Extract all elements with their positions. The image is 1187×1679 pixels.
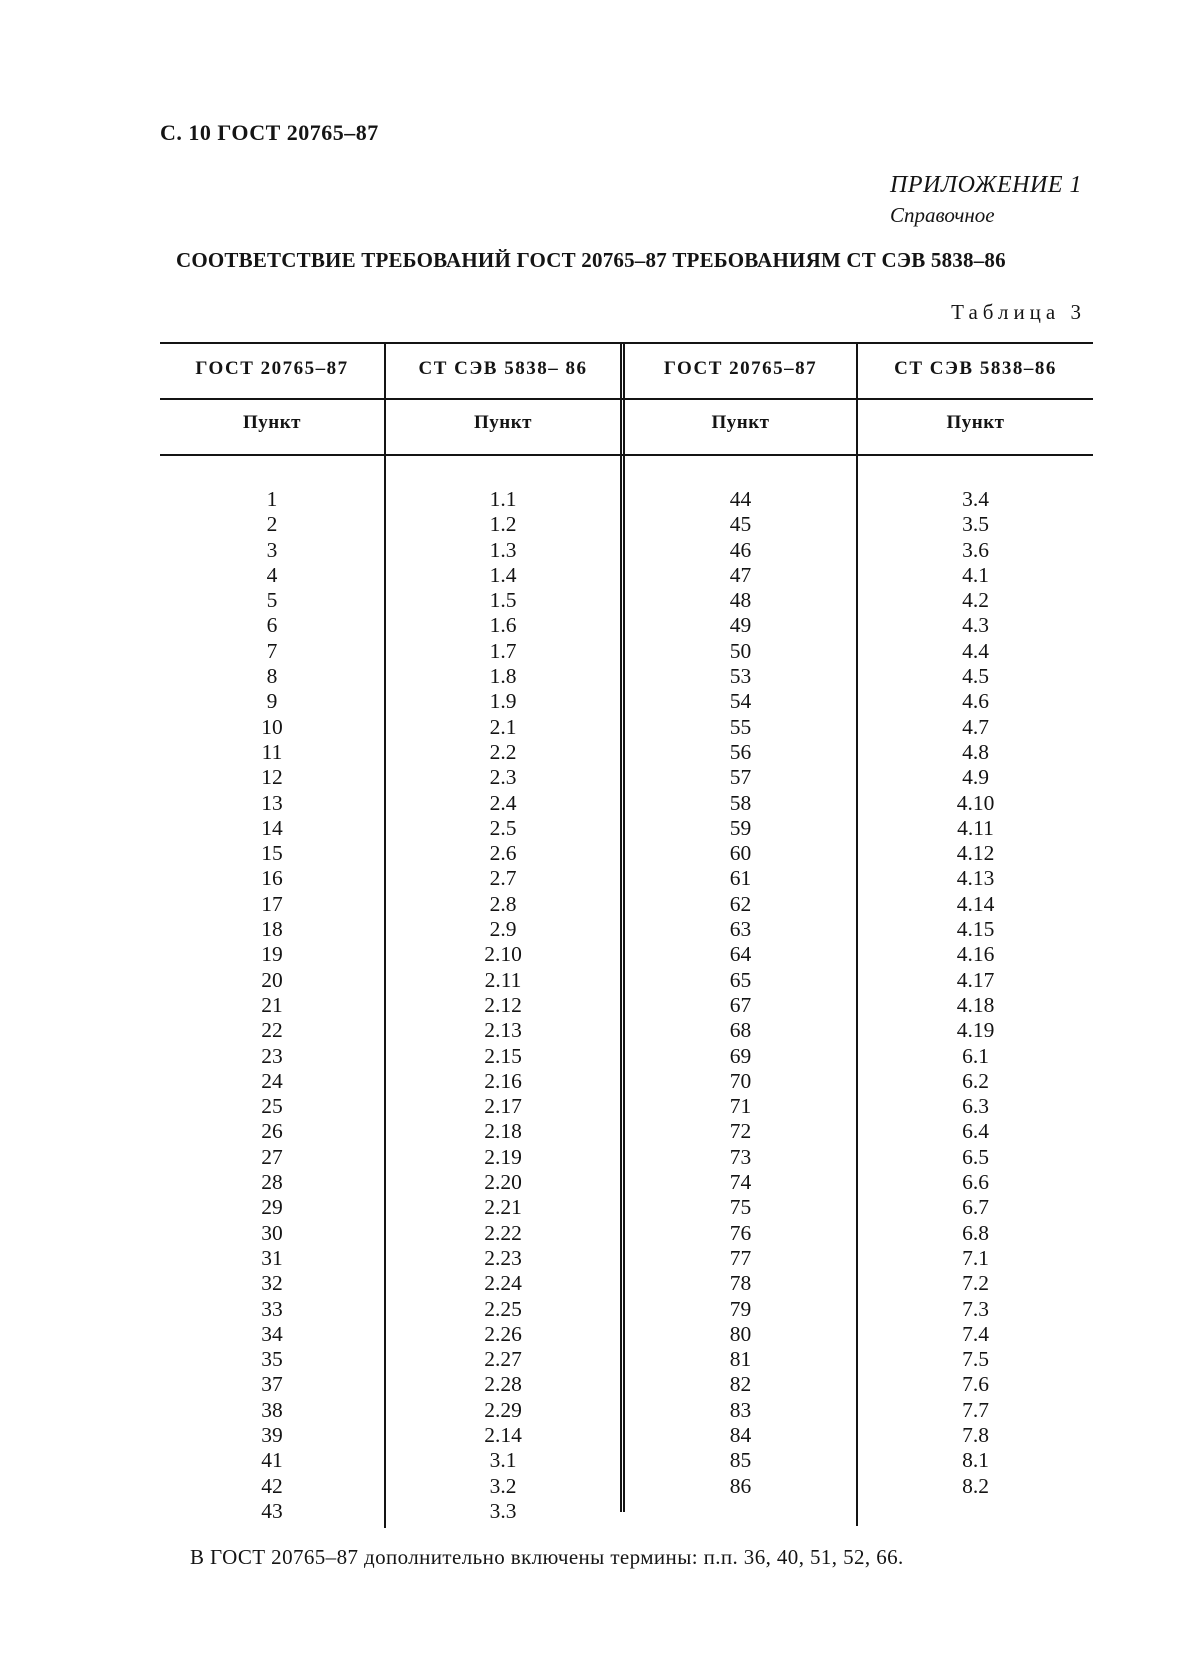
table-cell: 23 [261, 1043, 283, 1068]
table-cell: 4.7 [962, 714, 989, 739]
table-cell: 7.2 [962, 1271, 989, 1296]
table-cell: 24 [261, 1068, 283, 1093]
table-cell: 2.9 [489, 917, 517, 942]
table-cell: 4.3 [962, 613, 989, 638]
table-cell: 56 [729, 739, 752, 764]
table-cell: 2.2 [489, 739, 517, 764]
subheader-item: Пункт [242, 412, 301, 433]
table-cell: 1.1 [489, 487, 517, 511]
table-cell: 2.15 [484, 1043, 522, 1068]
table-cell: 6.1 [962, 1043, 989, 1068]
table-cell: 4.10 [956, 790, 995, 815]
table-cell: 1.4 [489, 562, 517, 587]
table-cell: 62 [729, 891, 752, 916]
table-cell: 3.2 [489, 1473, 517, 1498]
footnote: В ГОСТ 20765–87 дополнительно включены термины: п.п. 36, 40, 51, 52, 66. [190, 1545, 904, 1569]
table-cell: 83 [729, 1397, 752, 1422]
table-cell: 4.11 [957, 815, 994, 840]
document-title: СООТВЕТСТВИЕ ТРЕБОВАНИЙ ГОСТ 20765–87 ТРЕБОВАНИЯМ СТ СЭВ 5838–86 [176, 248, 1006, 272]
table-cell: 73 [729, 1144, 752, 1169]
table-cell: 71 [729, 1094, 752, 1119]
table-cell: 20 [261, 967, 283, 992]
table-cell: 32 [261, 1271, 283, 1296]
appendix-subtitle: Справочное [890, 203, 995, 227]
table-cell: 2.21 [484, 1195, 522, 1220]
table-label: Таблица 3 [951, 300, 1086, 324]
table-cell: 25 [261, 1094, 283, 1119]
table-cell: 34 [261, 1321, 283, 1346]
table-cell: 4.14 [956, 891, 995, 916]
subheader-item: Пункт [711, 412, 770, 433]
table-cell: 80 [729, 1321, 752, 1346]
subheader-rule [160, 454, 1093, 456]
table-cell: 3.4 [962, 487, 989, 511]
table-cell: 18 [261, 917, 283, 942]
table-cell: 1.2 [489, 512, 517, 537]
table-cell: 4 [266, 562, 278, 587]
table-cell: 8.1 [962, 1448, 989, 1473]
table-cell: 78 [729, 1271, 752, 1296]
table-cell: 7.6 [962, 1372, 989, 1397]
table-cell: 15 [261, 841, 283, 866]
table-cell: 79 [729, 1296, 752, 1321]
table-cell: 2.16 [484, 1068, 522, 1093]
subheader-item: Пункт [473, 412, 532, 433]
table-cell: 1.6 [489, 613, 517, 638]
table-cell: 2.12 [484, 992, 522, 1017]
appendix-label [890, 172, 1082, 228]
column-gost-2-items [625, 487, 856, 1499]
table-cell: 4.15 [956, 917, 995, 942]
table-cell: 2 [266, 512, 278, 537]
table-cell: 26 [261, 1119, 283, 1144]
table-cell: 13 [261, 790, 283, 815]
table-cell: 8.2 [962, 1473, 989, 1498]
header-st-sev-2: СТ СЭВ 5838–86 [894, 358, 1057, 379]
table-cell: 2.19 [484, 1144, 522, 1169]
table-cell: 54 [729, 689, 752, 714]
table-cell: 1.7 [489, 638, 517, 663]
table-cell: 2.6 [489, 841, 517, 866]
table-cell: 2.26 [484, 1321, 522, 1346]
table-cell: 2.10 [484, 942, 522, 967]
table-cell: 11 [261, 739, 283, 764]
table-cell: 3 [266, 537, 278, 562]
table-cell: 22 [261, 1018, 283, 1043]
table-cell: 2.24 [484, 1271, 522, 1296]
header-gost-1: ГОСТ 20765–87 [195, 358, 349, 379]
table-cell: 4.12 [956, 841, 995, 866]
table-cell: 46 [729, 537, 752, 562]
table-cell: 41 [261, 1448, 283, 1473]
table-cell: 38 [261, 1397, 283, 1422]
table-cell: 2.23 [484, 1245, 522, 1270]
table-cell: 7.4 [962, 1321, 989, 1346]
table-cell: 7.3 [962, 1296, 989, 1321]
table-cell: 6.8 [962, 1220, 989, 1245]
table-cell: 2.25 [484, 1296, 522, 1321]
table-cell: 65 [729, 967, 752, 992]
table-cell: 7.7 [962, 1397, 989, 1422]
table-cell: 6.6 [962, 1170, 989, 1195]
table-cell: 21 [261, 992, 283, 1017]
table-cell: 82 [729, 1372, 752, 1397]
table-cell: 4.1 [962, 562, 989, 587]
table-cell: 76 [729, 1220, 752, 1245]
table-cell: 84 [729, 1422, 752, 1447]
table-cell: 2.18 [484, 1119, 522, 1144]
table-cell: 2.11 [484, 967, 522, 992]
table-cell: 2.17 [484, 1094, 522, 1119]
table-cell: 67 [729, 992, 752, 1017]
table-cell: 4.19 [956, 1018, 995, 1043]
column-st-sev-2-items [858, 487, 1093, 1499]
table-cell: 5 [266, 588, 278, 613]
table-cell: 7 [266, 638, 278, 663]
table-cell: 7.1 [962, 1245, 989, 1270]
correspondence-table [160, 342, 1093, 1528]
table-cell: 4.16 [956, 942, 995, 967]
table-cell: 7.8 [962, 1422, 989, 1447]
table-cell: 6.4 [962, 1119, 989, 1144]
table-cell: 43 [261, 1498, 283, 1523]
page-header: С. 10 ГОСТ 20765–87 [160, 120, 379, 145]
column-gost-1-items [160, 487, 384, 1524]
table-cell: 4.8 [962, 739, 989, 764]
table-cell: 3.5 [962, 512, 989, 537]
table-cell: 28 [261, 1170, 283, 1195]
table-cell: 30 [261, 1220, 283, 1245]
table-cell: 53 [729, 664, 752, 689]
table-cell: 4.4 [962, 638, 989, 663]
table-cell: 48 [729, 588, 752, 613]
table-cell: 2.27 [484, 1347, 522, 1372]
table-cell: 4.5 [962, 664, 989, 689]
table-cell: 59 [729, 815, 752, 840]
table-cell: 35 [261, 1347, 283, 1372]
table-cell: 4.18 [956, 992, 995, 1017]
table-cell: 2.1 [489, 714, 517, 739]
table-cell: 16 [261, 866, 283, 891]
table-cell: 1.3 [489, 537, 517, 562]
table-cell: 7.5 [962, 1347, 989, 1372]
table-cell: 4.9 [962, 765, 989, 790]
table-cell: 1.5 [489, 588, 517, 613]
table-cell: 2.28 [484, 1372, 522, 1397]
table-cell: 77 [729, 1245, 752, 1270]
table-cell: 4.2 [962, 588, 989, 613]
table-cell: 55 [729, 714, 752, 739]
table-cell: 45 [729, 512, 752, 537]
table-cell: 6.7 [962, 1195, 989, 1220]
table-cell: 6 [266, 613, 278, 638]
header-rule [160, 398, 1093, 400]
table-cell: 2.3 [489, 765, 517, 790]
subheader-item: Пункт [946, 412, 1005, 433]
table-cell: 3.6 [962, 537, 989, 562]
table-cell: 2.14 [484, 1422, 522, 1447]
table-cell: 1.9 [489, 689, 517, 714]
table-cell: 6.5 [962, 1144, 989, 1169]
table-cell: 9 [266, 689, 278, 714]
table-cell: 47 [729, 562, 752, 587]
table-cell: 2.20 [484, 1170, 522, 1195]
table-cell: 2.29 [484, 1397, 522, 1422]
table-cell: 29 [261, 1195, 283, 1220]
table-cell: 33 [261, 1296, 283, 1321]
table-cell: 2.5 [489, 815, 517, 840]
table-cell: 8 [266, 664, 278, 689]
table-cell: 74 [729, 1170, 752, 1195]
table-cell: 64 [729, 942, 752, 967]
table-cell: 37 [261, 1372, 283, 1397]
table-cell: 4.6 [962, 689, 989, 714]
table-cell: 44 [729, 487, 752, 511]
table-cell: 2.13 [484, 1018, 522, 1043]
table-cell: 10 [261, 714, 283, 739]
table-cell: 4.13 [956, 866, 995, 891]
header-gost-2: ГОСТ 20765–87 [663, 358, 818, 379]
table-cell: 68 [729, 1018, 752, 1043]
table-cell: 2.7 [489, 866, 517, 891]
table-cell: 1 [266, 487, 278, 511]
table-cell: 6.2 [962, 1068, 989, 1093]
table-cell: 2.4 [489, 790, 517, 815]
table-cell: 42 [261, 1473, 283, 1498]
table-cell: 50 [729, 638, 752, 663]
table-cell: 6.3 [962, 1094, 989, 1119]
table-cell: 81 [729, 1347, 752, 1372]
table-cell: 60 [729, 841, 752, 866]
table-cell: 57 [729, 765, 752, 790]
table-cell: 31 [261, 1245, 283, 1270]
table-top-rule [160, 342, 1093, 344]
appendix-title: ПРИЛОЖЕНИЕ 1 [890, 172, 1082, 198]
table-cell: 69 [729, 1043, 752, 1068]
table-cell: 85 [729, 1448, 752, 1473]
table-cell: 75 [729, 1195, 752, 1220]
table-cell: 12 [261, 765, 283, 790]
table-cell: 1.8 [489, 664, 517, 689]
table-cell: 2.22 [484, 1220, 522, 1245]
header-st-sev-1: СТ СЭВ 5838– 86 [418, 358, 588, 379]
table-cell: 61 [729, 866, 752, 891]
table-cell: 3.1 [489, 1448, 517, 1473]
table-cell: 86 [729, 1473, 752, 1498]
table-cell: 14 [261, 815, 283, 840]
table-cell: 19 [261, 942, 283, 967]
table-cell: 3.3 [489, 1498, 517, 1523]
table-cell: 63 [729, 917, 752, 942]
table-cell: 2.8 [489, 891, 517, 916]
table-cell: 17 [261, 891, 283, 916]
table-cell: 27 [261, 1144, 283, 1169]
table-cell: 49 [729, 613, 752, 638]
table-cell: 72 [729, 1119, 752, 1144]
table-cell: 39 [261, 1422, 283, 1447]
table-cell: 70 [729, 1068, 752, 1093]
column-st-sev-1-items [386, 487, 620, 1524]
table-cell: 4.17 [956, 967, 995, 992]
table-cell: 58 [729, 790, 752, 815]
